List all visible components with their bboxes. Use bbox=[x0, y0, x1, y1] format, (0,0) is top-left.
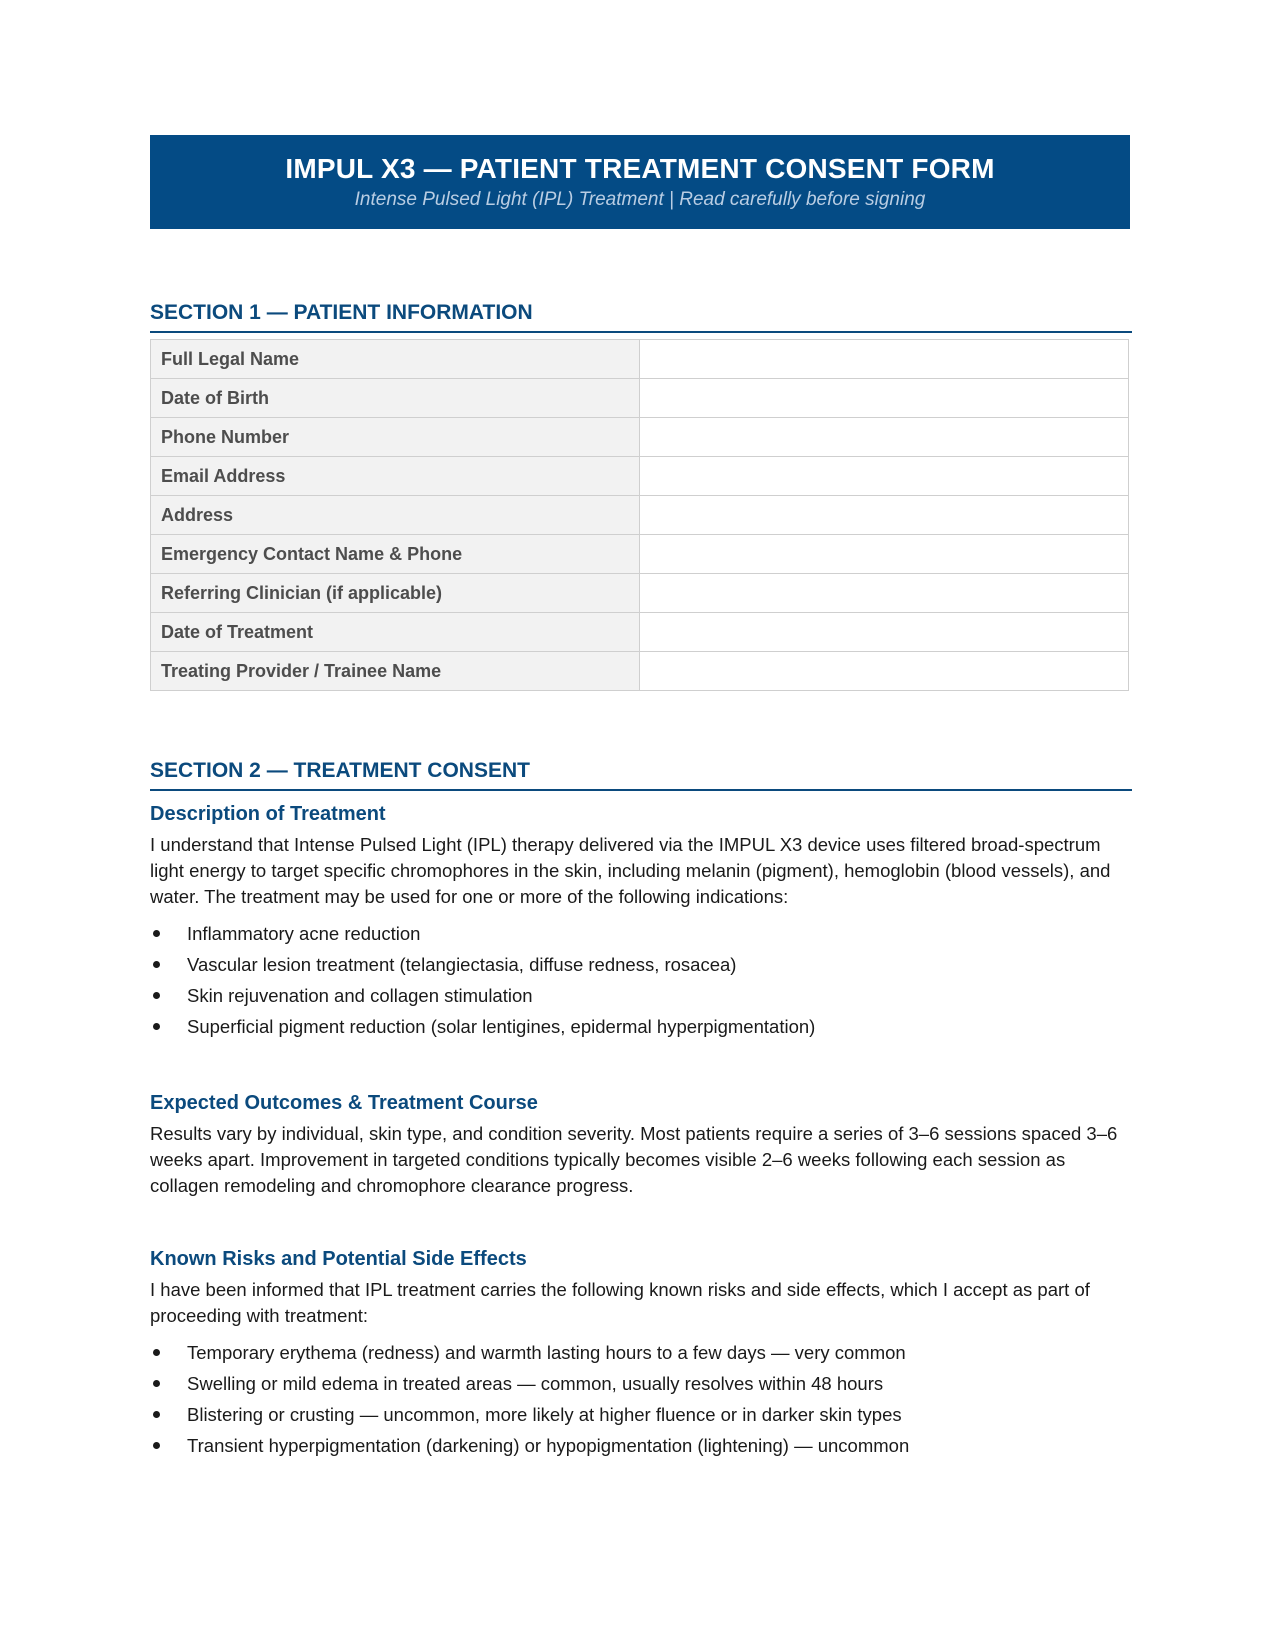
list-item bbox=[150, 980, 1130, 1011]
list-item bbox=[150, 1011, 1130, 1042]
bullet-icon bbox=[153, 992, 160, 999]
list-item-text: Inflammatory acne reduction bbox=[187, 923, 421, 944]
table-row bbox=[151, 457, 1129, 496]
table-row bbox=[151, 418, 1129, 457]
field-label: Address bbox=[151, 496, 640, 535]
treating-provider-field[interactable] bbox=[640, 652, 1129, 691]
field-label: Date of Treatment bbox=[151, 613, 640, 652]
form-subtitle: Intense Pulsed Light (IPL) Treatment | Read carefully before signing bbox=[354, 189, 926, 210]
consent-form-page bbox=[150, 135, 1130, 1461]
risks-paragraph: I have been informed that IPL treatment carries the following known risks and side effects, which I accept as part of proceeding with treatment: bbox=[150, 1279, 1090, 1326]
table-row bbox=[151, 340, 1129, 379]
bullet-icon bbox=[153, 1023, 160, 1030]
full-legal-name-field[interactable] bbox=[640, 340, 1129, 379]
outcomes-paragraph: Results vary by individual, skin type, and condition severity. Most patients require a series of 3–6 sessions spaced 3–6 weeks apart. Improvement in targeted conditions typically becomes visible 2–6 weeks following each session as collagen remodeling and chromophore clearance progress. bbox=[150, 1123, 1118, 1196]
patient-information-table bbox=[150, 339, 1129, 691]
field-label: Email Address bbox=[151, 457, 640, 496]
table-row bbox=[151, 613, 1129, 652]
address-field[interactable] bbox=[640, 496, 1129, 535]
list-item-text: Swelling or mild edema in treated areas — common, usually resolves within 48 hours bbox=[187, 1373, 884, 1394]
list-item bbox=[150, 1368, 1130, 1399]
date-of-birth-field[interactable] bbox=[640, 379, 1129, 418]
list-item-text: Temporary erythema (redness) and warmth lasting hours to a few days — very common bbox=[187, 1342, 906, 1363]
list-item bbox=[150, 1399, 1130, 1430]
email-address-field[interactable] bbox=[640, 457, 1129, 496]
list-item-text: Blistering or crusting — uncommon, more likely at higher fluence or in darker skin types bbox=[187, 1404, 902, 1425]
list-item-text: Transient hyperpigmentation (darkening) or hypopigmentation (lightening) — uncommon bbox=[187, 1435, 910, 1456]
field-label: Phone Number bbox=[151, 418, 640, 457]
form-header-banner bbox=[150, 135, 1130, 229]
bullet-icon bbox=[153, 930, 160, 937]
bullet-icon bbox=[153, 1442, 160, 1449]
field-label: Date of Birth bbox=[151, 379, 640, 418]
field-label: Referring Clinician (if applicable) bbox=[151, 574, 640, 613]
table-row bbox=[151, 379, 1129, 418]
bullet-icon bbox=[153, 1411, 160, 1418]
list-item bbox=[150, 949, 1130, 980]
outcomes-heading: Expected Outcomes & Treatment Course bbox=[150, 1092, 538, 1114]
risks-list bbox=[150, 1337, 1130, 1461]
table-row bbox=[151, 535, 1129, 574]
date-of-treatment-field[interactable] bbox=[640, 613, 1129, 652]
indications-list bbox=[150, 918, 1130, 1042]
field-label: Full Legal Name bbox=[151, 340, 640, 379]
phone-number-field[interactable] bbox=[640, 418, 1129, 457]
risks-heading: Known Risks and Potential Side Effects bbox=[150, 1248, 527, 1270]
field-label: Emergency Contact Name & Phone bbox=[151, 535, 640, 574]
table-row bbox=[151, 496, 1129, 535]
bullet-icon bbox=[153, 1349, 160, 1356]
section-1-heading: SECTION 1 — PATIENT INFORMATION bbox=[150, 301, 1132, 333]
referring-clinician-field[interactable] bbox=[640, 574, 1129, 613]
list-item bbox=[150, 918, 1130, 949]
form-title: IMPUL X3 — PATIENT TREATMENT CONSENT FORM bbox=[285, 153, 995, 184]
emergency-contact-field[interactable] bbox=[640, 535, 1129, 574]
list-item bbox=[150, 1337, 1130, 1368]
table-row bbox=[151, 574, 1129, 613]
field-label: Treating Provider / Trainee Name bbox=[151, 652, 640, 691]
description-heading: Description of Treatment bbox=[150, 803, 386, 825]
bullet-icon bbox=[153, 1380, 160, 1387]
list-item-text: Superficial pigment reduction (solar lentigines, epidermal hyperpigmentation) bbox=[187, 1016, 816, 1037]
section-2-heading: SECTION 2 — TREATMENT CONSENT bbox=[150, 759, 1132, 791]
list-item-text: Vascular lesion treatment (telangiectasia, diffuse redness, rosacea) bbox=[187, 954, 737, 975]
list-item-text: Skin rejuvenation and collagen stimulation bbox=[187, 985, 533, 1006]
description-paragraph: I understand that Intense Pulsed Light (IPL) therapy delivered via the IMPUL X3 device uses filtered broad-spectrum light energy to target specific chromophores in the skin, including melanin (pigment), hemoglobin (blood vessels), and water. The treatment may be used for one or more of the following indications: bbox=[150, 834, 1111, 907]
table-row bbox=[151, 652, 1129, 691]
bullet-icon bbox=[153, 961, 160, 968]
list-item bbox=[150, 1430, 1130, 1461]
